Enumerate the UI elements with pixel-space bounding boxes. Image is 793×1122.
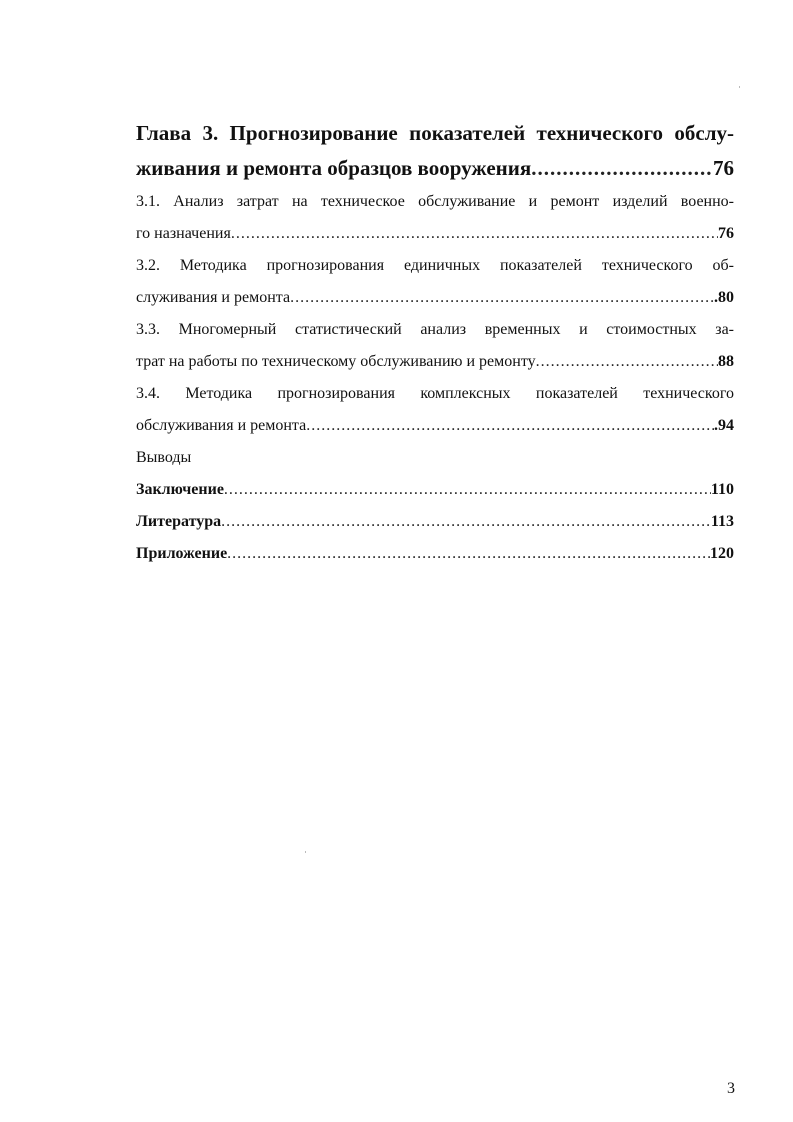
- section-3-2-text: служивания и ремонта: [136, 289, 291, 306]
- scan-speck: [305, 851, 306, 853]
- section-3-1-line2: [136, 218, 734, 250]
- conclusions-heading: Выводы: [136, 449, 192, 466]
- section-3-1-text: го назначения: [136, 225, 231, 242]
- dot-leader: [221, 506, 711, 538]
- chapter-3-title-line2: [136, 151, 734, 186]
- section-3-3-line1: 3.3. Многомерный статистический анализ временных и стоимостных за-: [136, 321, 734, 338]
- section-3-3-page: 88: [718, 353, 734, 370]
- dot-leader: [224, 474, 711, 506]
- section-3-1-page: 76: [718, 225, 734, 242]
- dot-leader: [531, 151, 713, 186]
- appendix-page: 120: [710, 545, 734, 562]
- section-3-3-line2: [136, 346, 734, 378]
- chapter-3-page: 76: [713, 156, 734, 180]
- literature-page: 113: [710, 513, 734, 530]
- dot-leader: [231, 218, 718, 250]
- section-3-2-page: .80: [714, 289, 734, 306]
- conclusion-page: 110: [710, 481, 734, 498]
- section-3-2-line1: 3.2. Методика прогнозирования единичных показателей технического об-: [136, 257, 734, 274]
- toc-item-literature: [136, 506, 734, 538]
- chapter-3-title-text: живания и ремонта образцов вооружения: [136, 156, 532, 180]
- dot-leader: [306, 410, 714, 442]
- dot-leader: [227, 538, 710, 570]
- toc-item-conclusion: [136, 474, 734, 506]
- section-3-4-line1: 3.4. Методика прогнозирования комплексных показателей технического: [136, 385, 734, 402]
- section-3-4-page: .94: [714, 417, 734, 434]
- table-of-contents: [136, 116, 734, 570]
- conclusion-label: Заключение: [136, 481, 224, 498]
- toc-item-appendix: [136, 538, 734, 570]
- appendix-label: Приложение: [136, 545, 228, 562]
- section-3-3-text: трат на работы по техническому обслуживанию и ремонту: [136, 353, 536, 370]
- dot-leader: [290, 282, 714, 314]
- section-3-1-line1: 3.1. Анализ затрат на техническое обслуживание и ремонт изделий военно-: [136, 193, 734, 210]
- dot-leader: [536, 346, 718, 378]
- literature-label: Литература: [136, 513, 222, 530]
- section-3-4-text: обслуживания и ремонта: [136, 417, 307, 434]
- chapter-3-title-line1: Глава 3. Прогнозирование показателей технического обслу-: [136, 121, 734, 145]
- scan-speck: [739, 86, 740, 88]
- section-3-4-line2: [136, 410, 734, 442]
- page-number: 3: [727, 1080, 735, 1097]
- section-3-2-line2: [136, 282, 734, 314]
